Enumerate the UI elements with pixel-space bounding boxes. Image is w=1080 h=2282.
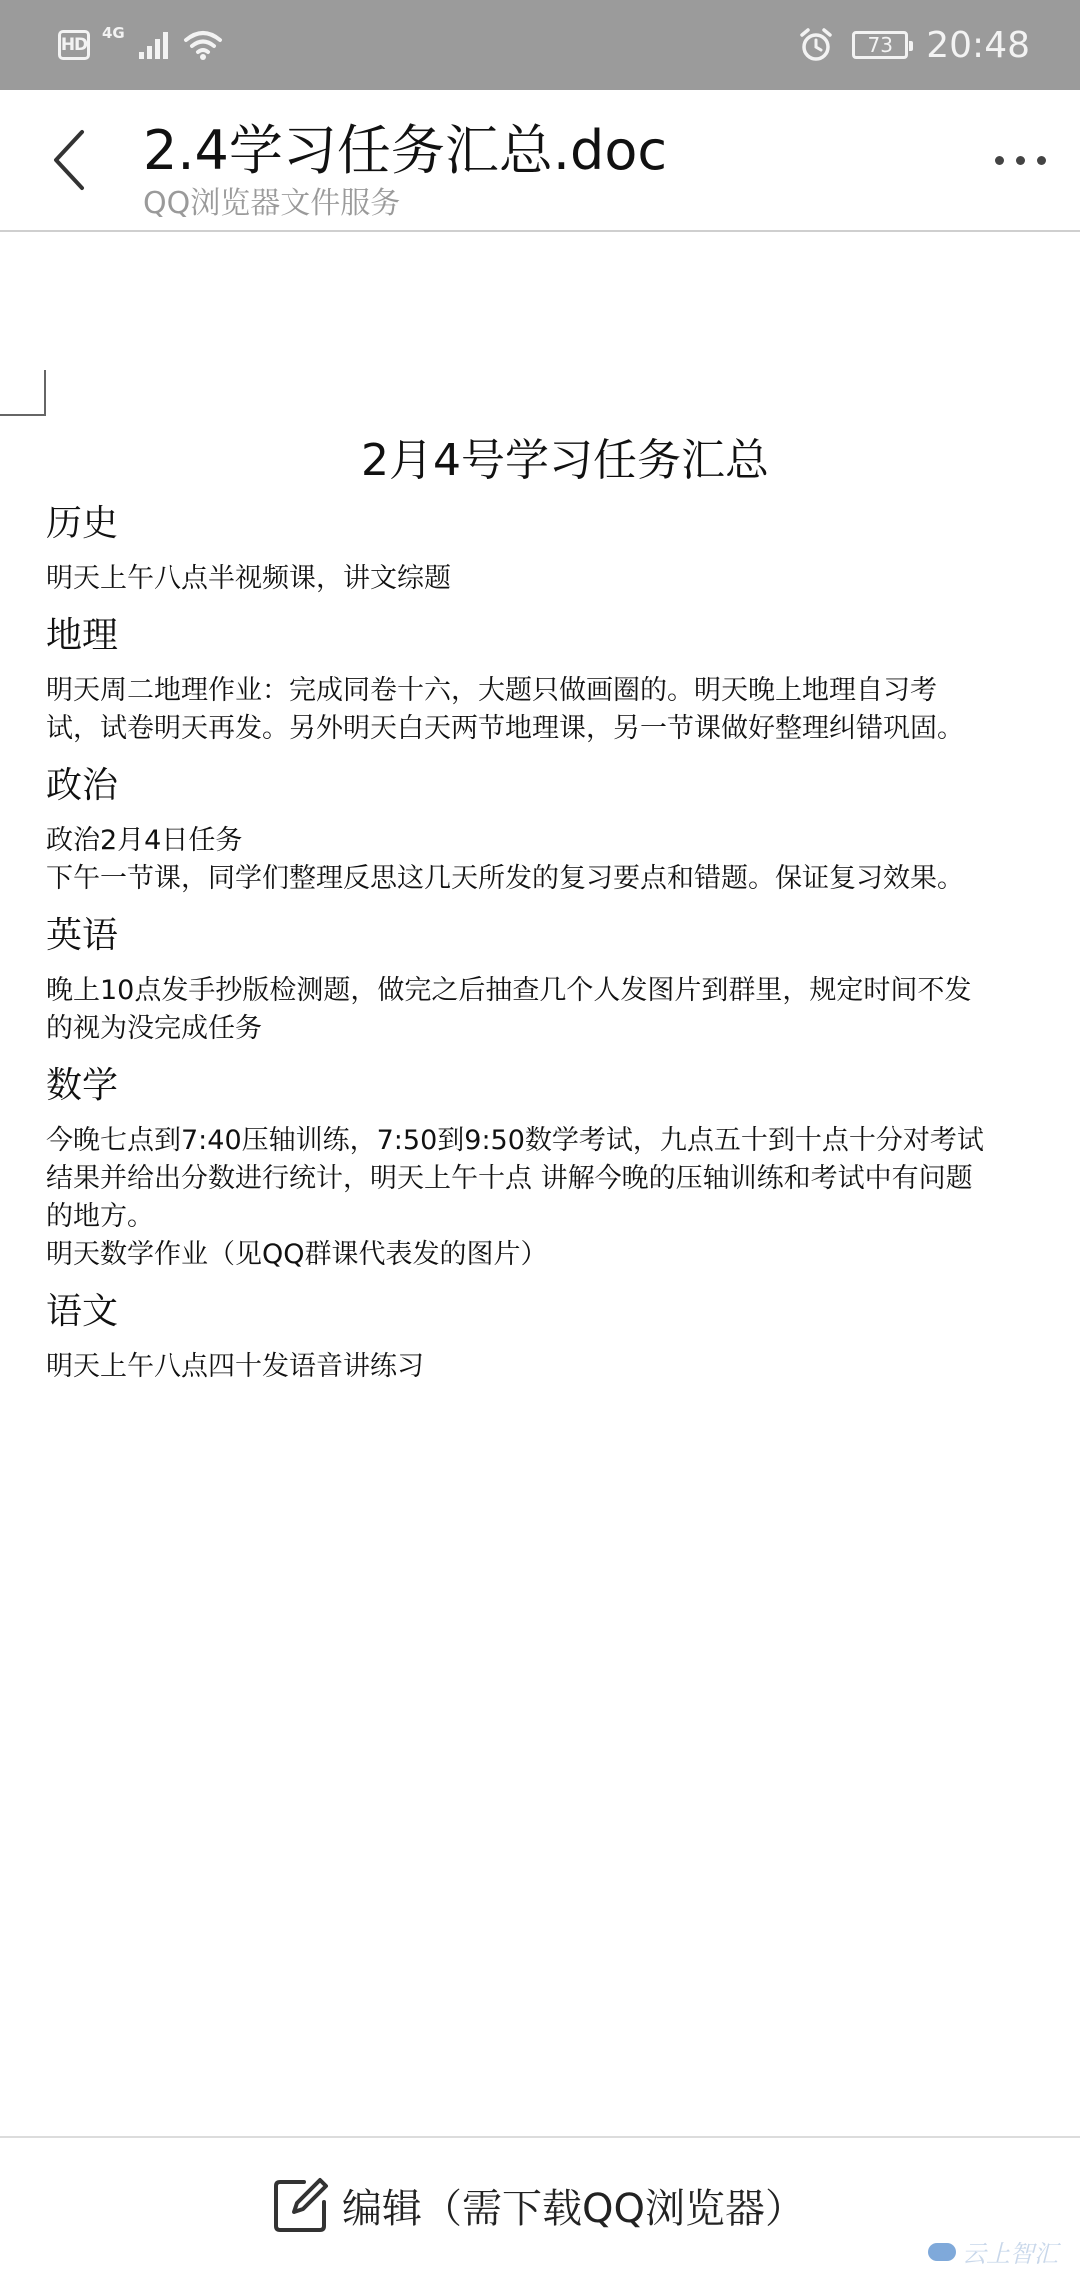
section-body: 明天上午八点四十发语音讲练习 [46, 1351, 424, 1382]
back-arrow-icon [40, 120, 100, 200]
file-title: 2.4学习任务汇总.doc [143, 119, 668, 182]
section-politics [46, 762, 1080, 898]
section-history [46, 500, 1080, 598]
wifi-icon [183, 29, 223, 61]
watermark-text: 云上智汇 [962, 2240, 1058, 2268]
section-heading: 数学 [46, 1065, 119, 1106]
section-body: 明天周二地理作业：完成同卷十六，大题只做画圈的。明天晚上地理自习考 试，试卷明天再发。另外明天白天两节地理课，另一节课做好整理纠错巩固。 [46, 675, 964, 744]
edit-button[interactable] [270, 2170, 805, 2240]
section-math [46, 1062, 1080, 1274]
section-heading: 历史 [46, 503, 119, 544]
clock: 20:48 [926, 24, 1030, 66]
edit-icon [270, 2174, 332, 2236]
more-icon-dot [1016, 156, 1025, 165]
section-heading: 英语 [46, 915, 119, 956]
file-source: QQ浏览器文件服务 [143, 186, 401, 221]
status-right [798, 22, 1030, 68]
bottom-bar [0, 2136, 1080, 2282]
section-heading: 政治 [46, 765, 119, 806]
back-button[interactable] [40, 120, 100, 200]
cloud-icon [928, 2243, 956, 2261]
watermark [928, 2234, 1058, 2269]
network-type: 4G [102, 24, 125, 42]
section-body: 政治2月4日任务 下午一节课，同学们整理反思这几天所发的复习要点和错题。保证复习效果。 [46, 825, 964, 894]
more-icon-dot [995, 156, 1004, 165]
section-body: 今晚七点到7:40压轴训练，7:50到9:50数学考试，九点五十到十点十分对考试 结果并给出分数进行统计，明天上午十点 讲解今晚的压轴训练和考试中有问题 的地方。 明天数学作业（见QQ群课代表发的图片） [46, 1125, 984, 1270]
section-body: 明天上午八点半视频课，讲文综题 [46, 563, 451, 594]
section-chinese [46, 1288, 1080, 1386]
section-heading: 语文 [46, 1291, 119, 1332]
more-icon-dot [1037, 156, 1046, 165]
status-bar [0, 0, 1080, 90]
section-heading: 地理 [46, 615, 119, 656]
status-left [58, 22, 223, 68]
document-title: 2月4号学习任务汇总 [361, 435, 769, 486]
section-geography [46, 612, 1080, 748]
edit-label: 编辑（需下载QQ浏览器） [342, 2185, 805, 2232]
app-header [0, 90, 1080, 232]
section-body: 晚上10点发手抄版检测题，做完之后抽查几个人发图片到群里，规定时间不发 的视为没完成任务 [46, 975, 972, 1044]
hd-badge: HD [58, 30, 90, 60]
document-view[interactable] [0, 232, 1080, 2132]
battery-level: 73 [867, 33, 893, 57]
alarm-icon [798, 27, 834, 63]
more-button[interactable] [980, 130, 1060, 190]
battery-icon [852, 31, 908, 59]
page-corner-mark [0, 370, 46, 416]
section-english [46, 912, 1080, 1048]
signal-icon [137, 30, 171, 60]
document-content [46, 500, 1080, 1386]
